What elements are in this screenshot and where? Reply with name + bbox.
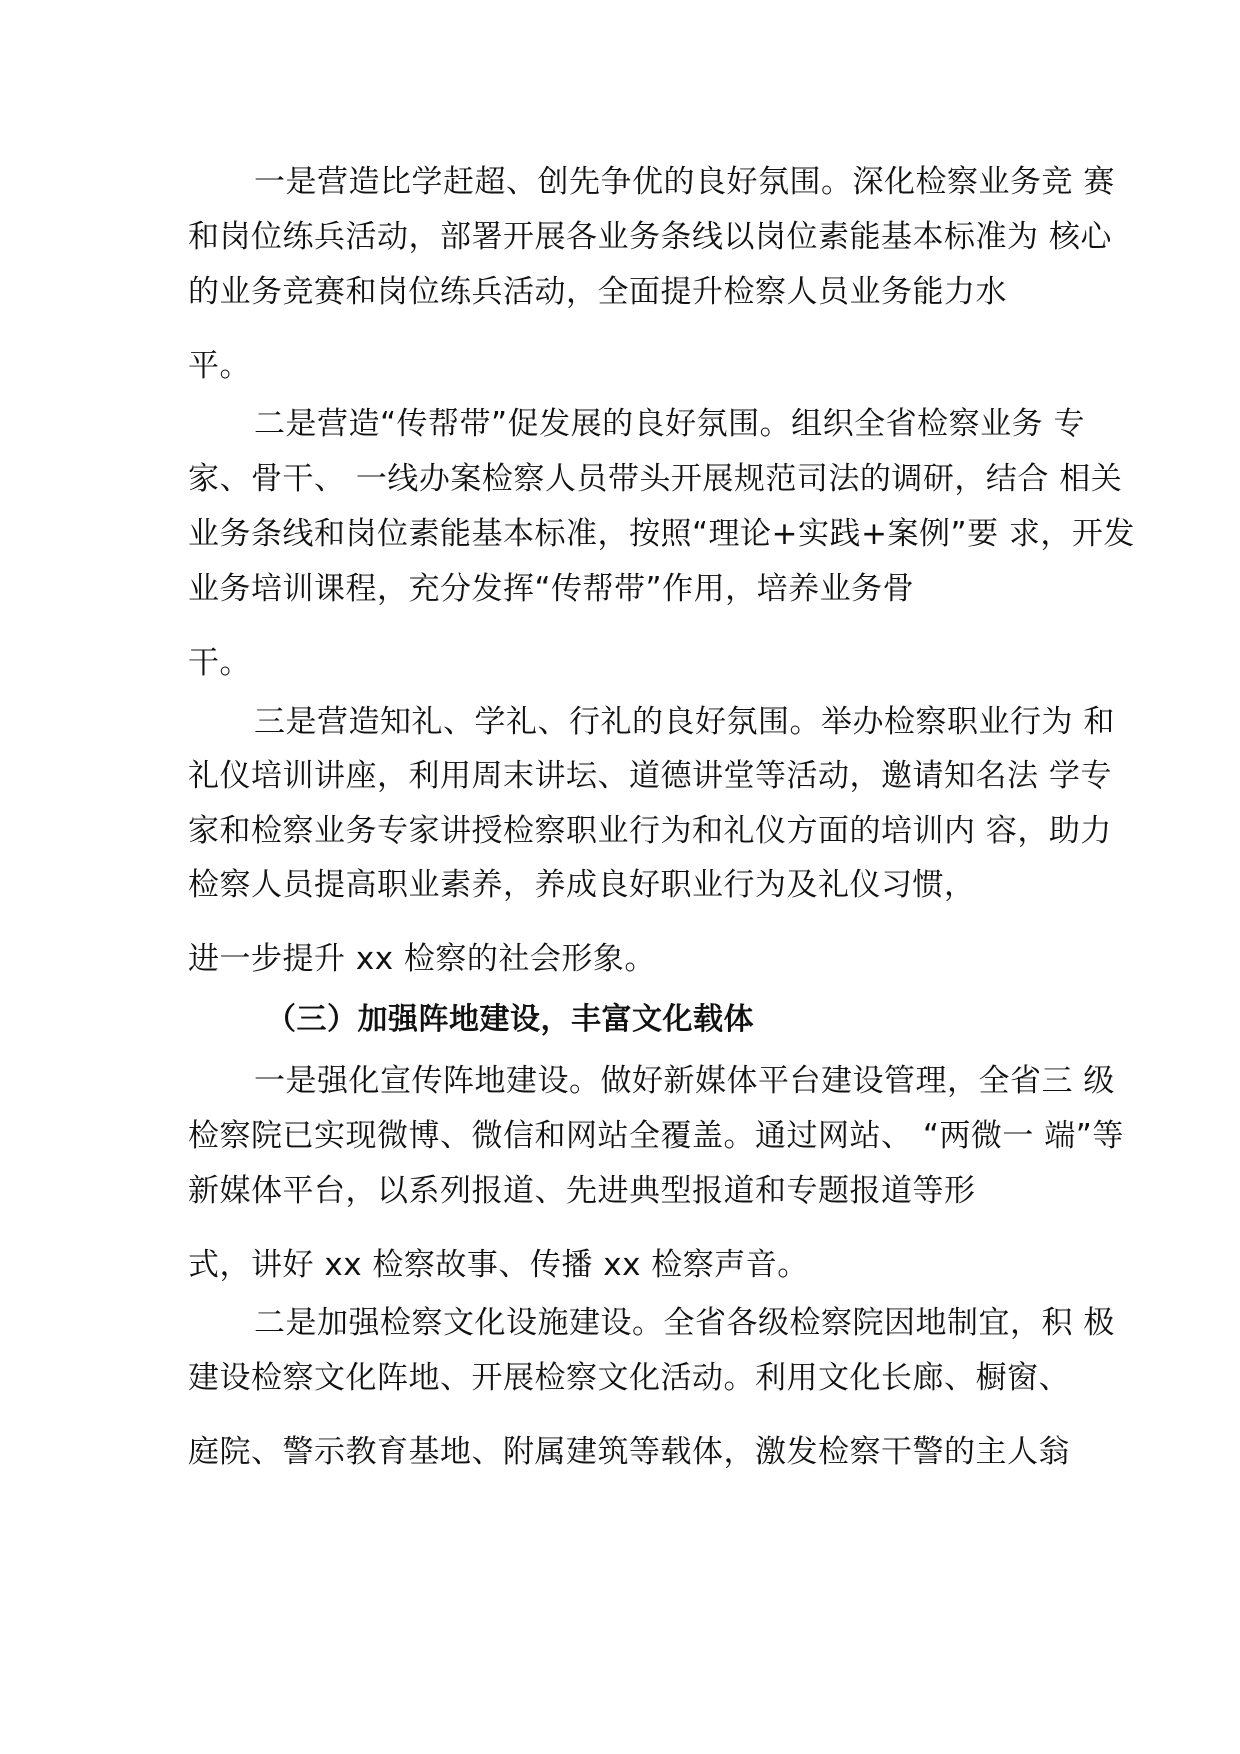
paragraph-3-line-1: 三是营造知礼、学礼、行礼的良好氛围。举办检察职业行为 和 — [254, 704, 1115, 740]
paragraph-3-line-5: 进一步提升 xx 检察的社会形象。 — [188, 941, 656, 977]
paragraph-3-line-3: 家和检察业务专家讲授检察职业行为和礼仪方面的培训内 容，助力 — [188, 813, 1112, 849]
paragraph-3-line-2: 礼仪培训讲座，利用周末讲坛、道德讲堂等活动，邀请知名法 学专 — [188, 758, 1112, 794]
paragraph-4-line-1: 一是强化宣传阵地建设。做好新媒体平台建设管理，全省三 级 — [254, 1063, 1115, 1099]
paragraph-4-line-2: 检察院已实现微博、微信和网站全覆盖。通过网站、 “两微一 端”等 — [188, 1118, 1124, 1154]
paragraph-5-line-2: 建设检察文化阵地、开展检察文化活动。利用文化长廊、橱窗、 — [188, 1360, 1070, 1396]
paragraph-1-line-4: 平。 — [188, 348, 251, 384]
paragraph-2-line-2: 家、骨干、 一线办案检察人员带头开展规范司法的调研，结合 相关 — [188, 461, 1123, 497]
paragraph-4-line-4: 式，讲好 xx 检察故事、传播 xx 检察声音。 — [188, 1247, 809, 1283]
section-heading: （三）加强阵地建设，丰富文化载体 — [266, 1002, 754, 1037]
paragraph-2-line-3: 业务条线和岗位素能基本标准，按照“理论+实践+案例”要 求，开发 — [188, 516, 1135, 552]
paragraph-4-line-3: 新媒体平台，以系列报道、先进典型报道和专题报道等形 — [188, 1173, 976, 1209]
paragraph-2-line-1: 二是营造“传帮带”促发展的良好氛围。组织全省检察业务 专 — [254, 406, 1085, 442]
paragraph-3-line-4: 检察人员提高职业素养，养成良好职业行为及礼仪习惯， — [188, 867, 976, 903]
paragraph-2-line-5: 干。 — [188, 645, 251, 681]
paragraph-1-line-3: 的业务竞赛和岗位练兵活动，全面提升检察人员业务能力水 — [188, 274, 1007, 310]
paragraph-2-line-4: 业务培训课程，充分发挥“传帮带”作用，培养业务骨 — [188, 571, 915, 607]
paragraph-1-line-2: 和岗位练兵活动，部署开展各业务条线以岗位素能基本标准为 核心 — [188, 219, 1112, 255]
paragraph-1-line-1: 一是营造比学赶超、创先争优的良好氛围。深化检察业务竞 赛 — [254, 164, 1115, 200]
paragraph-5-line-3: 庭院、警示教育基地、附属建筑等载体，激发检察干警的主人翁 — [188, 1434, 1070, 1470]
paragraph-5-line-1: 二是加强检察文化设施建设。全省各级检察院因地制宜，积 极 — [254, 1305, 1115, 1341]
